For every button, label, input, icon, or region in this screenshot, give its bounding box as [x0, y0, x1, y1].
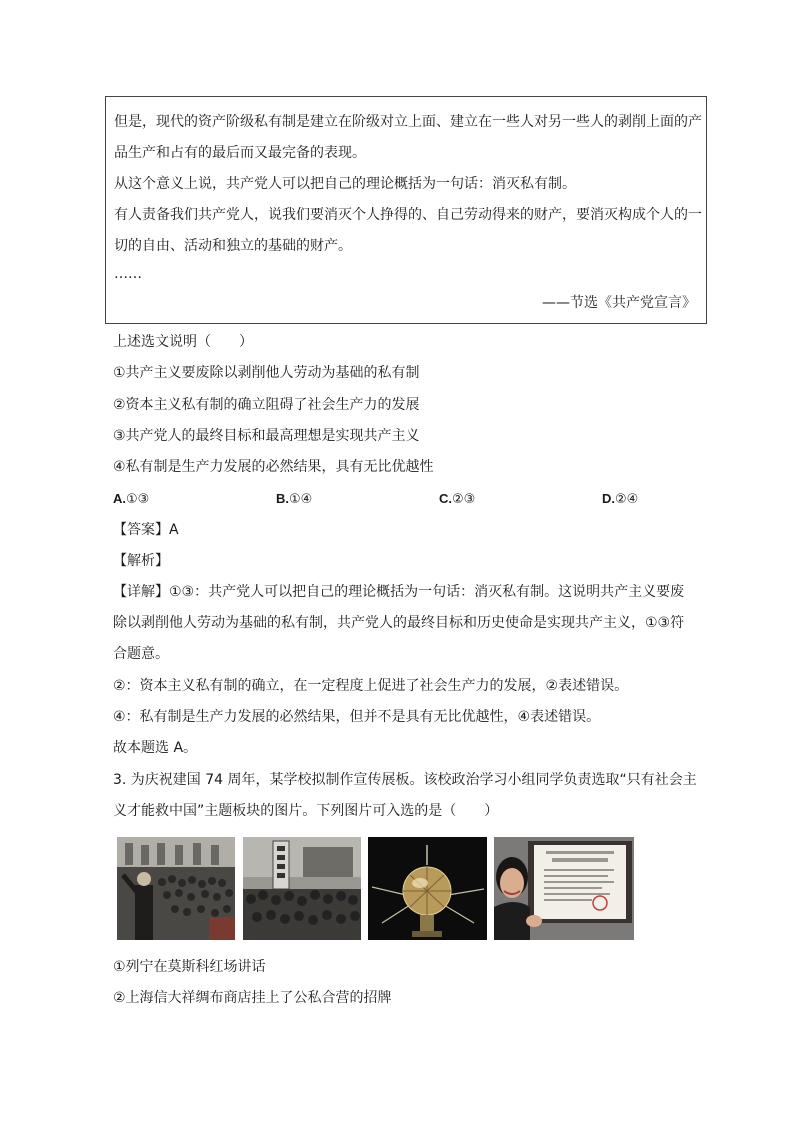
analysis-line: ④：私有制是生产力发展的必然结果，但并不是具有无比优越性，④表述错误。 — [113, 709, 601, 725]
certificate-photo — [494, 837, 634, 940]
quote-line: 从这个意义上说，共产党人可以把自己的理论概括为一句话：消灭私有制。 — [114, 176, 576, 192]
analysis-line: ②：资本主义私有制的确立，在一定程度上促进了社会生产力的发展，②表述错误。 — [113, 678, 629, 694]
option-b[interactable]: B.①④ — [276, 491, 313, 507]
quote-line: 有人责备我们共产党人，说我们要消灭个人挣得的、自己劳动得来的财产，要消灭构成个人的一 — [114, 207, 702, 223]
statement-2: ②资本主义私有制的确立阻碍了社会生产力的发展 — [113, 397, 420, 413]
quote-line: 切的自由、活动和独立的基础的财产。 — [114, 238, 352, 254]
analysis-line: 故本题选 A。 — [113, 740, 198, 756]
question-stem: 上述选文说明（ ） — [113, 334, 253, 350]
quote-box — [105, 96, 707, 324]
quote-source: ——节选《共产党宣言》 — [542, 295, 696, 311]
analysis-line: 【详解】①③：共产党人可以把自己的理论概括为一句话：消灭私有制。这说明共产主义要废 — [113, 584, 685, 600]
option-c[interactable]: C.②③ — [439, 491, 476, 507]
lenin-red-square-photo — [117, 837, 235, 940]
analysis-label: 【解析】 — [113, 553, 169, 569]
statement-3: ③共产党人的最终目标和最高理想是实现共产主义 — [113, 428, 420, 444]
shanghai-store-photo — [243, 837, 361, 940]
quote-line: 品生产和占有的最后而又最完备的表现。 — [114, 145, 366, 161]
question-3-stem: 义才能救中国”主题板块的图片。下列图片可入选的是（ ） — [113, 803, 499, 819]
statement-1: ①共产主义要废除以剥削他人劳动为基础的私有制 — [113, 365, 420, 381]
option-a[interactable]: A.①③ — [113, 491, 150, 507]
statement-4: ④私有制是生产力发展的必然结果，具有无比优越性 — [113, 459, 434, 475]
satellite-photo — [368, 837, 487, 940]
quote-ellipsis: …… — [114, 266, 142, 282]
analysis-line: 除以剥削他人劳动为基础的私有制，共产党人的最终目标和历史使命是实现共产主义，①③符 — [113, 615, 685, 631]
question-3-stem: 3. 为庆祝建国 74 周年，某学校拟制作宣传展板。该校政治学习小组同学负责选取“只有社会主 — [113, 772, 697, 788]
photo-caption-1: ①列宁在莫斯科红场讲话 — [113, 959, 266, 975]
photo-caption-2: ②上海信大祥绸布商店挂上了公私合营的招牌 — [113, 990, 392, 1006]
analysis-line: 合题意。 — [113, 646, 169, 662]
option-d[interactable]: D.②④ — [602, 491, 639, 507]
quote-line: 但是，现代的资产阶级私有制是建立在阶级对立上面、建立在一些人对另一些人的剥削上面的产 — [114, 114, 702, 130]
answer: 【答案】A — [113, 522, 179, 538]
